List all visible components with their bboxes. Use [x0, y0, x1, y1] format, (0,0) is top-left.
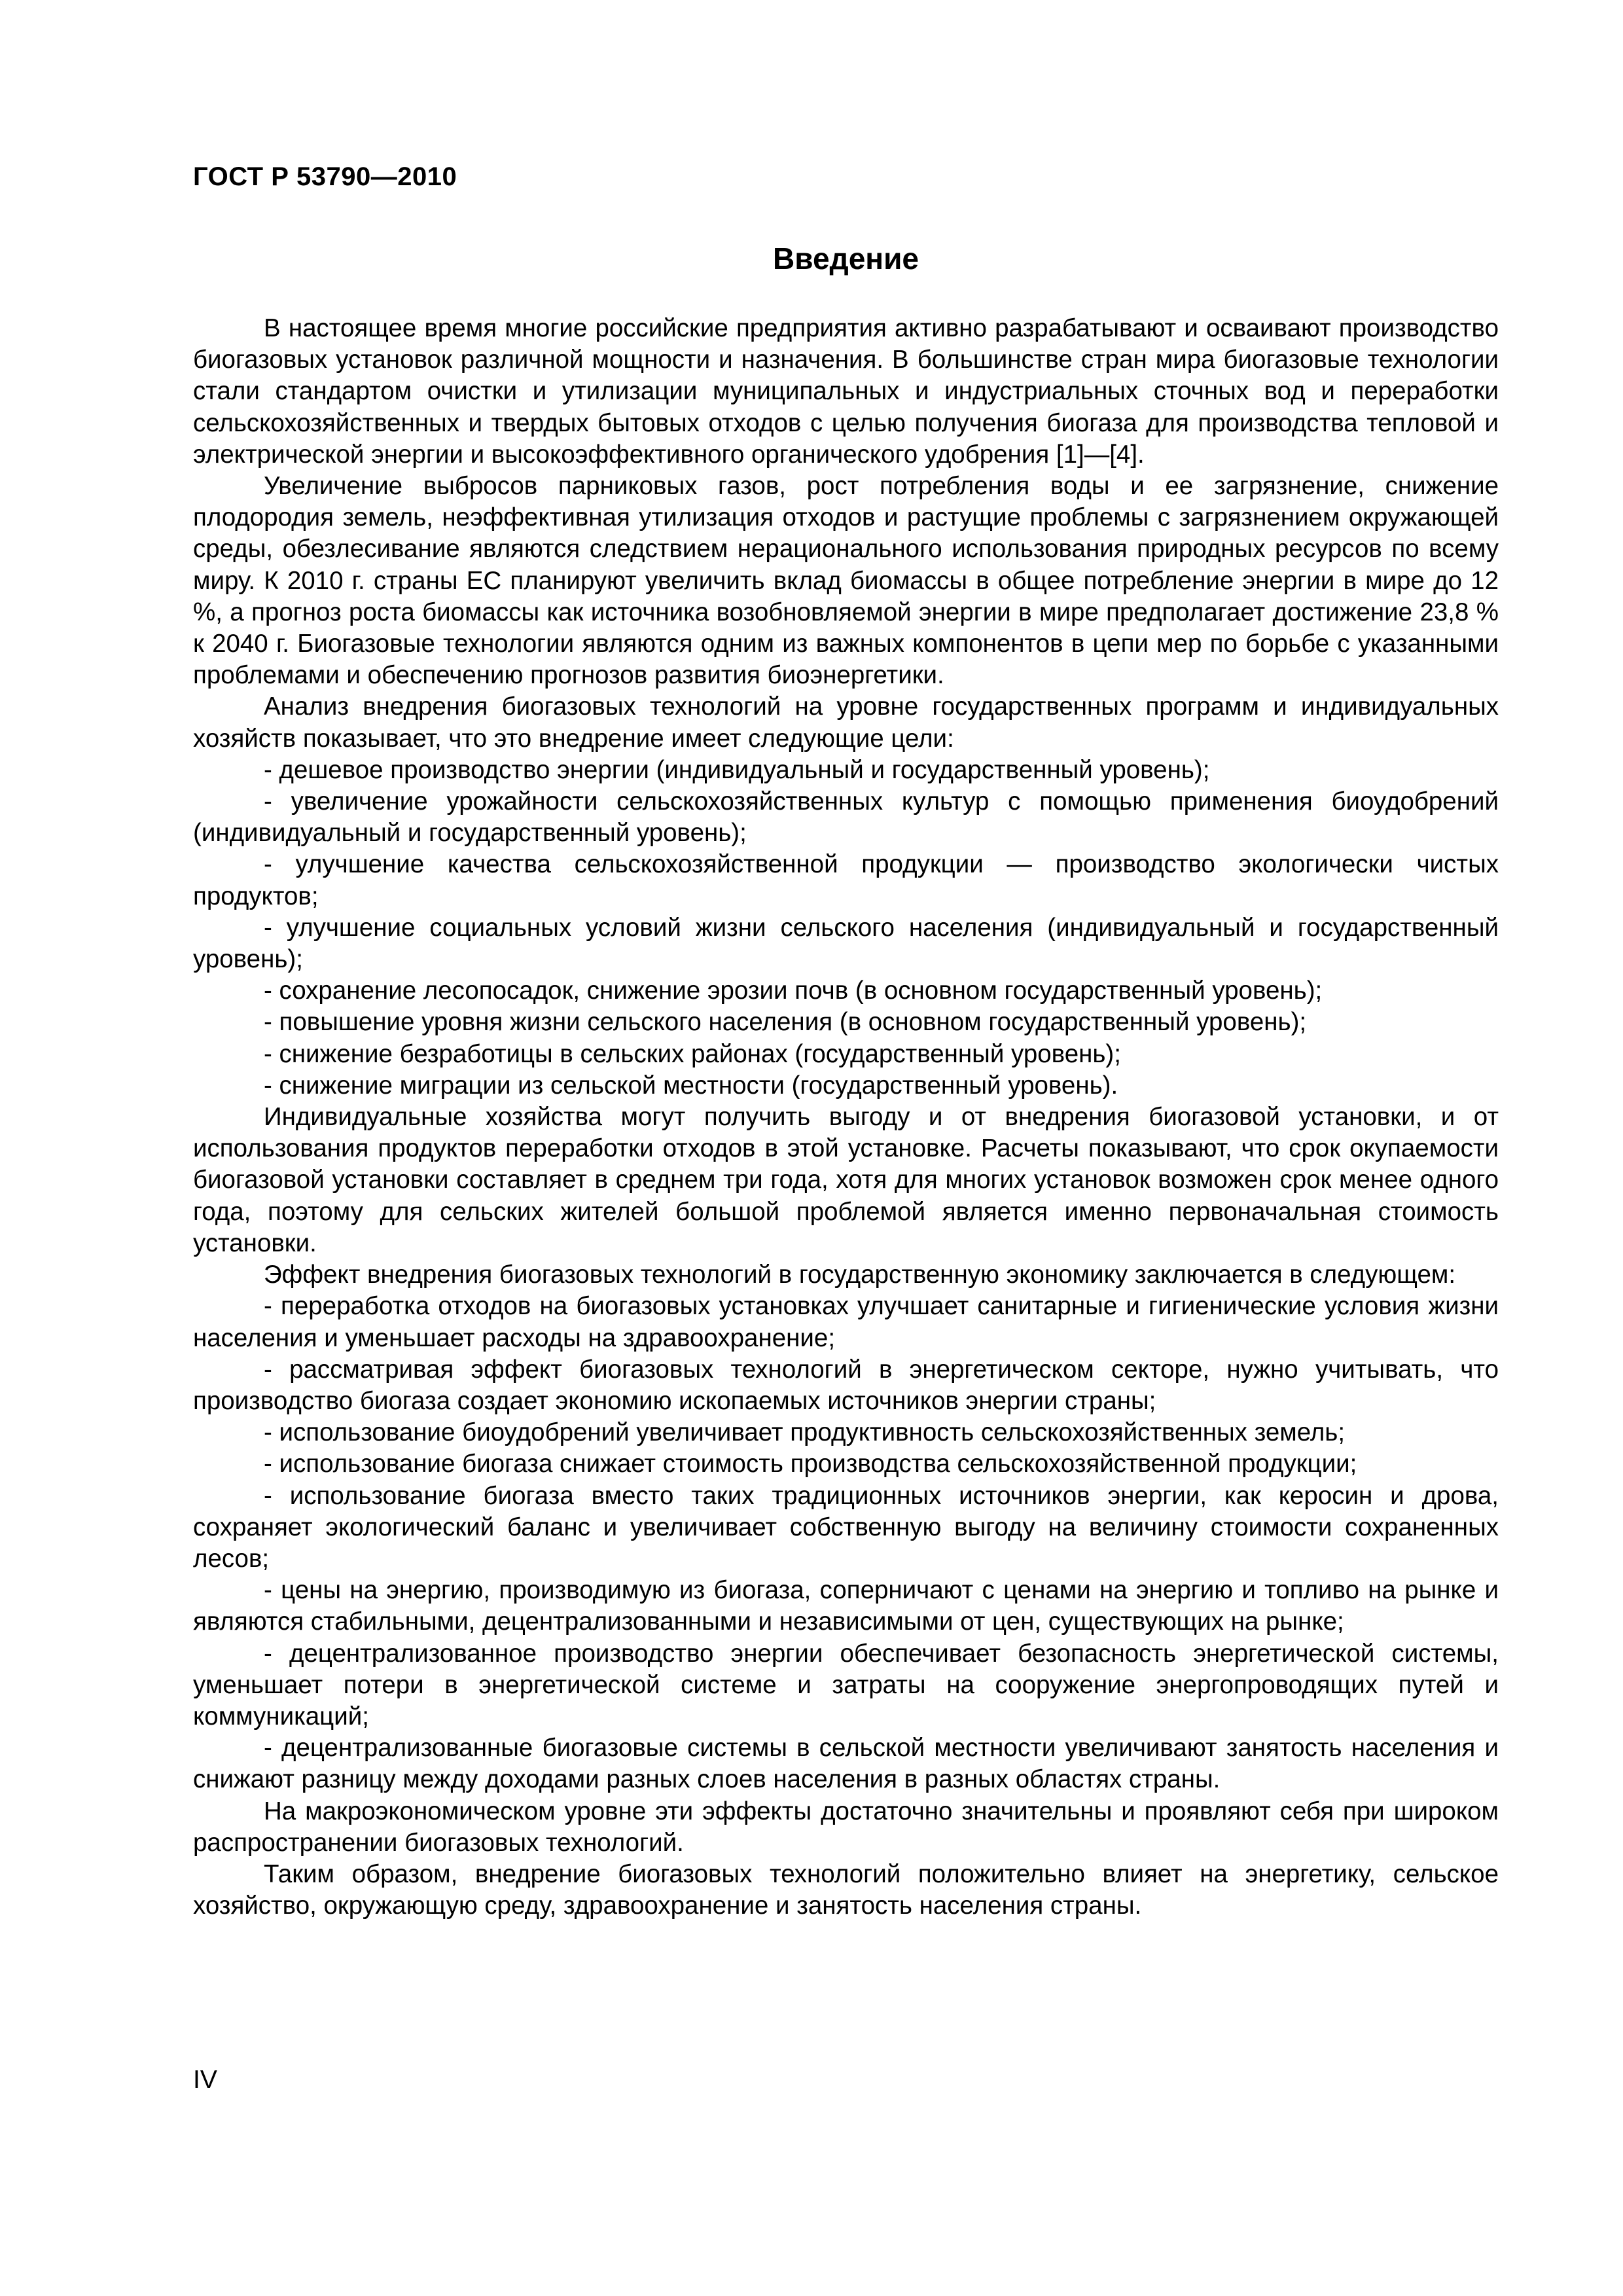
paragraph: Таким образом, внедрение биогазовых технологий положительно влияет на энергетику, сельское хозяйство, окружающую среду, здравоохранение и занятость населения страны. — [193, 1859, 1499, 1920]
list-item: - снижение миграции из сельской местности (государственный уровень). — [264, 1071, 1118, 1100]
paragraph: Анализ внедрения биогазовых технологий на уровне государственных программ и индивидуальных хозяйств показывает, что это внедрение имеет следующие цели: — [193, 692, 1499, 753]
list-item: - улучшение социальных условий жизни сельского населения (индивидуальный и государственный уровень); — [193, 913, 1499, 974]
document-code: ГОСТ Р 53790—2010 — [193, 162, 457, 191]
list-item: - использование биогаза снижает стоимость производства сельскохозяйственной продукции; — [264, 1450, 1357, 1479]
list-item: - снижение безработицы в сельских районах (государственный уровень); — [264, 1039, 1121, 1068]
list-item: - использование биоудобрений увеличивает продуктивность сельскохозяйственных земель; — [264, 1418, 1346, 1447]
list-item: - увеличение урожайности сельскохозяйственных культур с помощью применения биоудобрений (индивидуальный и государственный уровень); — [193, 787, 1499, 848]
list-item: - рассматривая эффект биогазовых технологий в энергетическом секторе, нужно учитывать, что производство биогаза создает экономию ископаемых источников энергии страны; — [193, 1355, 1499, 1415]
paragraph: Индивидуальные хозяйства могут получить выгоду и от внедрения биогазовой установки, и от использования продуктов переработки отходов в этой установке. Расчеты показывают, что срок окупаемости биогазовой установки составляет в среднем три года, хотя для многих установок возможен срок менее одного года, поэтому для сельских жителей большой проблемой является именно первоначальная стоимость установки. — [193, 1103, 1499, 1257]
paragraph: Эффект внедрения биогазовых технологий в государственную экономику заключается в следующем: — [264, 1261, 1456, 1289]
paragraph: На макроэкономическом уровне эти эффекты достаточно значительны и проявляют себя при широком распространении биогазовых технологий. — [193, 1797, 1499, 1857]
list-item: - сохранение лесопосадок, снижение эрозии почв (в основном государственный уровень); — [264, 977, 1323, 1005]
paragraph: Увеличение выбросов парниковых газов, рост потребления воды и ее загрязнение, снижение плодородия земель, неэффективная утилизация отходов и растущие проблемы с загрязнением окружающей среды, обезлесивание являются следствием нерационального использования природных ресурсов по всему миру. К 2010 г. страны ЕС планируют увеличить вклад биомассы в общее потребление энергии в мире до 12 %, а прогноз роста биомассы как источника возобновляемой энергии в мире предполагает достижение 23,8 % к 2040 г. Биогазовые технологии являются одним из важных компонентов в цепи мер по борьбе с указанными проблемами и обеспечению прогнозов развития биоэнергетики. — [193, 472, 1499, 690]
list-item: - использование биогаза вместо таких традиционных источников энергии, как керосин и дрова, сохраняет экологический баланс и увеличивает собственную выгоду на величину стоимости сохраненных лесов; — [193, 1481, 1499, 1573]
section-title: Введение — [773, 242, 919, 276]
paragraph: В настоящее время многие российские предприятия активно разрабатывают и осваивают производство биогазовых установок различной мощности и назначения. В большинстве стран мира биогазовые технологии стали стандартом очистки и утилизации муниципальных и индустриальных сточных вод и переработки сельскохозяйственных и твердых бытовых отходов с целью получения биогаза для производства тепловой и электрической энергии и высокоэффективного органического удобрения [1]—[4]. — [193, 314, 1499, 469]
page-number: IV — [193, 2066, 217, 2094]
list-item: - повышение уровня жизни сельского населения (в основном государственный уровень); — [264, 1008, 1307, 1037]
list-item: - децентрализованное производство энергии обеспечивает безопасность энергетической системы, уменьшает потери в энергетической системе и затраты на сооружение энергопроводящих путей и коммуникаций; — [193, 1639, 1499, 1731]
list-item: - улучшение качества сельскохозяйственной продукции — производство экологически чистых продуктов; — [193, 850, 1499, 910]
list-item: - децентрализованные биогазовые системы в сельской местности увеличивают занятость населения и снижают разницу между доходами разных слоев населения в разных областях страны. — [193, 1734, 1499, 1794]
list-item: - дешевое производство энергии (индивидуальный и государственный уровень); — [264, 755, 1210, 784]
list-item: - цены на энергию, производимую из биогаза, соперничают с ценами на энергию и топливо на рынке и являются стабильными, децентрализованными и независимыми от цен, существующих на рынке; — [193, 1576, 1499, 1636]
document-body — [193, 313, 1499, 1922]
list-item: - переработка отходов на биогазовых установках улучшает санитарные и гигиенические условия жизни населения и уменьшает расходы на здравоохранение; — [193, 1292, 1499, 1352]
